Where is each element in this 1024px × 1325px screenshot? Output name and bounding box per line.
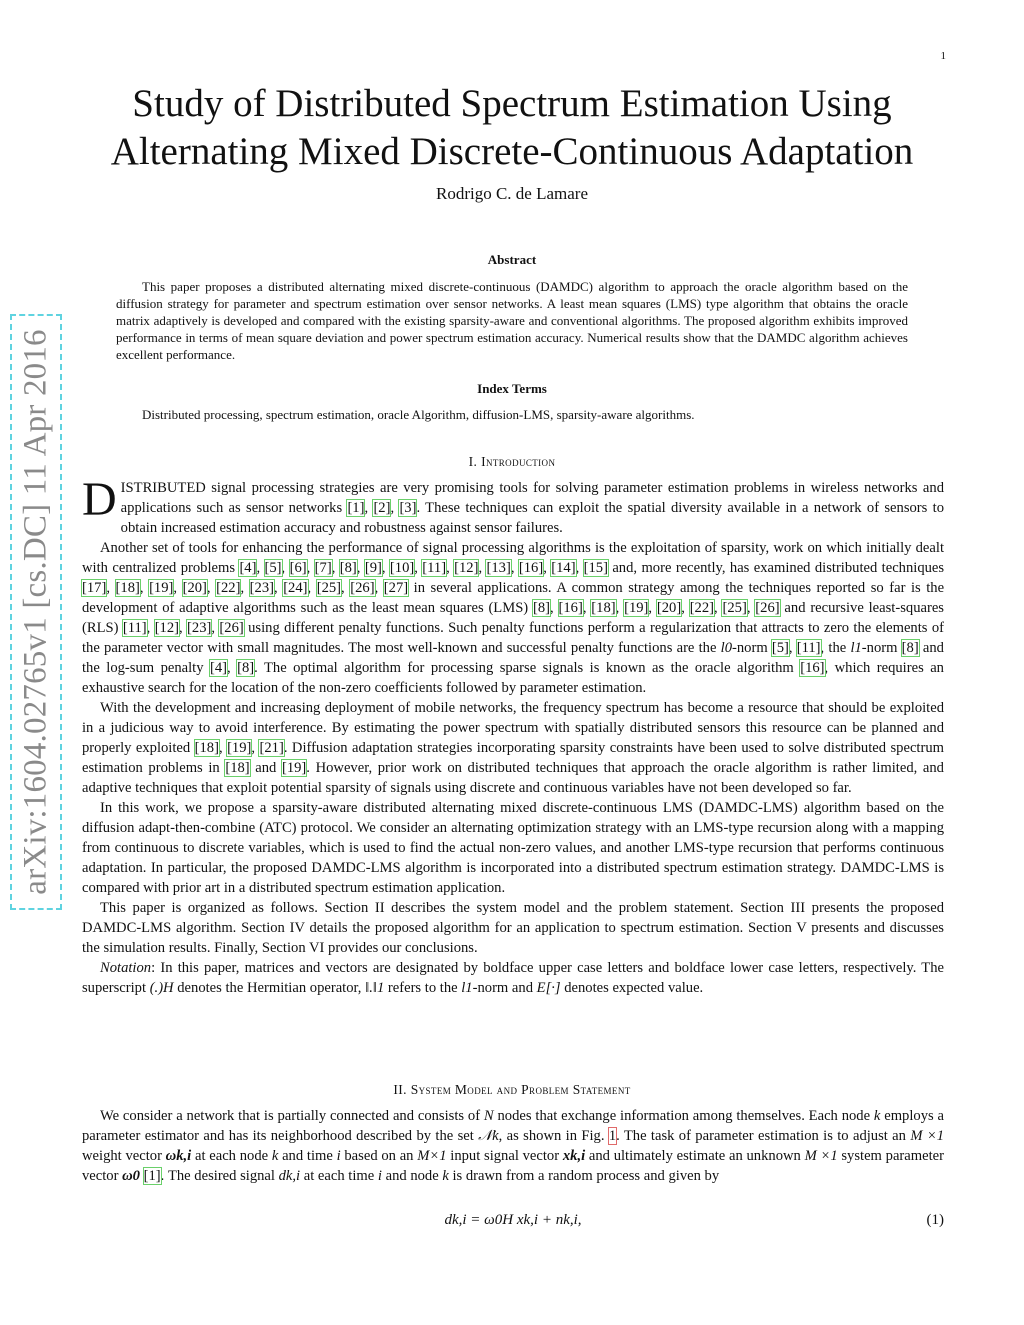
text-run: in several applications. A common strategy among the techniques reported so far is the development of adaptive algorithms such as the least mean squares (LMS): [82, 580, 945, 616]
citation-link[interactable]: [18]: [194, 740, 219, 756]
citation-link[interactable]: [21]: [259, 740, 284, 756]
text-run: ,: [390, 500, 400, 516]
citation-link[interactable]: [4]: [239, 560, 257, 576]
title-line-1: Study of Distributed Spectrum Estimation Using: [132, 82, 892, 125]
text-run: and node: [381, 1168, 443, 1184]
text-run: ,: [364, 500, 374, 516]
math-symbol: k: [442, 1168, 449, 1184]
index-terms-heading: Index Terms: [477, 381, 547, 396]
section-heading-introduction: I. Introduction: [468, 454, 556, 469]
math-symbol: M ×1: [910, 1128, 944, 1144]
math-symbol: i: [377, 1168, 382, 1184]
text-run: and time: [278, 1148, 337, 1164]
arxiv-stamp-text: arXiv:1604.02765v1 [cs.DC] 11 Apr 2016: [17, 329, 54, 895]
citation-link[interactable]: [12]: [154, 620, 180, 636]
citation-link[interactable]: [25]: [316, 580, 342, 596]
citation-link[interactable]: [26]: [350, 580, 375, 596]
citation-link[interactable]: [11]: [422, 560, 447, 576]
title-line-2: Alternating Mixed Discrete-Continuous Adaptation: [110, 130, 914, 173]
citation-link[interactable]: [10]: [389, 560, 415, 576]
text-run: -norm: [861, 640, 902, 656]
math-symbol: M×1: [417, 1148, 447, 1164]
notation-label: Notation: [100, 960, 152, 976]
citation-link[interactable]: [18]: [225, 760, 250, 776]
math-symbol: l1: [850, 640, 862, 656]
math-symbol: xk,i: [562, 1148, 586, 1164]
math-symbol: k: [271, 1148, 279, 1164]
citation-link[interactable]: [9]: [364, 560, 382, 576]
text-run: and: [249, 760, 282, 776]
page-number: 1: [940, 50, 946, 62]
citation-link[interactable]: [1]: [143, 1168, 161, 1184]
citation-link[interactable]: [23]: [187, 620, 212, 636]
intro-paragraph-1: [82, 473, 945, 538]
figure-link[interactable]: 1: [608, 1128, 617, 1144]
citation-link[interactable]: [22]: [689, 600, 715, 616]
citation-link[interactable]: [24]: [283, 580, 308, 596]
citation-link[interactable]: [13]: [486, 560, 511, 576]
text-run: and the log-sum penalty: [82, 640, 944, 676]
math-symbol: l1: [461, 980, 473, 996]
citation-link[interactable]: [7]: [314, 560, 332, 576]
text-run: weight vector: [82, 1148, 166, 1164]
text-run: , the: [820, 640, 851, 656]
text-run: . The task of parameter estimation is to adjust an: [616, 1128, 911, 1144]
citation-link[interactable]: [26]: [755, 600, 780, 616]
system-paragraph-1: [82, 1106, 944, 1186]
citation-link[interactable]: [11]: [122, 620, 147, 636]
system-model-body: [82, 1106, 944, 1186]
math-symbol: i: [336, 1148, 341, 1164]
text-run: using different penalty functions. Such penalty functions perform a regularization that attracts to zero the elements of the parameter vector with small magnitudes. The most well-known and successful penalty functions are the: [82, 620, 944, 656]
text-run: , which requires an exhaustive search for the location of the non-zero coefficients followed by parameter estimation.: [82, 660, 944, 696]
citation-link[interactable]: [19]: [149, 580, 174, 596]
arxiv-stamp[interactable]: [10, 314, 62, 910]
text-run: . The desired signal: [160, 1168, 279, 1184]
text-run: and, more recently, has examined distributed techniques: [607, 560, 945, 576]
equation-1: [82, 1212, 944, 1236]
citation-link[interactable]: [20]: [182, 580, 207, 596]
intro-paragraph-2: Another set of tools for enhancing the performance of signal processing algorithms is the exploitation of sparsity, work on which initially dealt with centralized problems [4], [5], [6], [7], [8], [9], [10], [11], [12], [13], [16], [14], [15] and, more recently, has examined distributed techniques [17], [18], [19], [20], [22], [23], [24], [25], [26], [27] in several applications. A common strategy among the techniques reported so far is the development of adaptive algorithms such as the least mean squares (LMS) [8], [16], [18], [19], [20], [22], [25], [26] and recursive least-squares (RLS) [11], [12], [23], [26] using different penalty functions. Such penalty functions perform a regularization that attracts to zero the elements of the parameter vector with small magnitudes. The most well-known and successful penalty functions are the l0-norm [5], [11], the l1-norm [8] and the log-sum penalty [4], [8]. The optimal algorithm for processing sparse signals is known as the oracle algorithm [16], which requires an exhaustive search for the location of the non-zero coefficients followed by parameter estimation.: [82, 540, 945, 696]
text-run: based on an: [340, 1148, 418, 1164]
math-symbol: (.)H: [149, 980, 174, 996]
introduction-body: [82, 473, 945, 998]
text-run: denotes the Hermitian operator,: [173, 980, 366, 996]
drop-cap: D: [82, 473, 117, 526]
text-run: ISTRIBUTED signal processing strategies are very promising tools for solving parameter estimation problems in wireless networks and applications such as sensor networks: [120, 480, 944, 516]
text-run: . These techniques can exploit the spatial diversity available in a network of sensors to obtain increased estimation accuracy and robustness against sensor failures.: [120, 500, 945, 536]
citation-link[interactable]: [19]: [227, 740, 252, 756]
math-symbol: ‖.‖1: [365, 980, 385, 996]
citation-link[interactable]: [5]: [771, 640, 789, 656]
text-run: system parameter vector: [82, 1148, 944, 1184]
text-run: and ultimately estimate an unknown: [585, 1148, 805, 1164]
text-run: at each time: [300, 1168, 378, 1184]
text-run: -norm: [732, 640, 772, 656]
text-run: , as shown in Fig.: [498, 1128, 609, 1144]
text-run: With the development and increasing deployment of mobile networks, the frequency spectrum has become a resource that should be exploited in a judicious way to avoid interference. By estimating the power spectrum with spatially distributed sensors this resource can be planned and properly exploited: [82, 700, 944, 756]
index-terms-text: Distributed processing, spectrum estimation, oracle Algorithm, diffusion-LMS, sparsity-aware algorithms.: [142, 407, 695, 422]
citation-link[interactable]: [17]: [82, 580, 107, 596]
math-symbol: l0: [720, 640, 732, 656]
citation-link[interactable]: [26]: [219, 620, 244, 636]
text-run: is drawn from a random process and given by: [448, 1168, 720, 1184]
citation-link[interactable]: [2]: [373, 500, 391, 516]
abstract-text: This paper proposes a distributed alternating mixed discrete-continuous (DAMDC) algorithm to approach the oracle algorithm based on the diffusion strategy for parameter and spectrum estimation over sensor networks. A least mean squares (LMS) type algorithm that obtains the oracle matrix adaptively is developed and compared with the existing sparsity-aware and conventional algorithms. The proposed algorithm exhibits improved performance in terms of mean square deviation and power spectrum estimation accuracy. Numerical results show that the DAMDC algorithm achieves excellent performance.: [116, 279, 908, 362]
equation-formula: dk,i = ω0H xk,i + nk,i,: [444, 1212, 582, 1228]
text-run: Another set of tools for enhancing the performance of signal processing algorithms is the exploitation of sparsity, work on which initially dealt with centralized problems: [82, 540, 944, 576]
citation-link[interactable]: [8]: [339, 560, 357, 576]
citation-link[interactable]: [16]: [800, 660, 825, 676]
citation-link[interactable]: [18]: [591, 600, 616, 616]
math-symbol: ωk,i: [165, 1148, 192, 1164]
text-run: . The optimal algorithm for processing sparse signals is known as the oracle algorithm: [254, 660, 801, 676]
citation-link[interactable]: [8]: [237, 660, 255, 676]
math-symbol: ω0: [122, 1168, 140, 1184]
intro-paragraph-4: In this work, we propose a sparsity-aware distributed alternating mixed discrete-continuous LMS (DAMDC-LMS) algorithm based on the diffusion adapt-then-combine (ATC) protocol. We consider an alternating optimization strategy with an LMS-type recursion along with a mapping from continuous to discrete variables, which is used to find the actual non-zero values, and another LMS-type recursion that performs continuous adaptation. In particular, the proposed DAMDC-LMS algorithm is incorporated into a distributed spectrum estimation strategy. DAMDC-LMS is compared with prior art in a distributed spectrum estimation application.: [82, 800, 944, 896]
text-run: -norm and: [472, 980, 537, 996]
math-symbol: E[·]: [536, 980, 561, 996]
citation-link[interactable]: [20]: [656, 600, 682, 616]
citation-link[interactable]: [11]: [796, 640, 821, 656]
citation-link[interactable]: [19]: [281, 760, 307, 776]
math-symbol: N: [483, 1108, 494, 1124]
citation-link[interactable]: [18]: [115, 580, 140, 596]
citation-link[interactable]: [5]: [264, 560, 282, 576]
citation-link[interactable]: [8]: [533, 600, 551, 616]
citation-link[interactable]: [19]: [624, 600, 649, 616]
text-run: input signal vector: [446, 1148, 563, 1164]
text-run: . However, prior work on distributed techniques that approach the oracle algorithm is rather limited, and adaptive techniques that exploit potential sparsity of signals using discrete and continuous variables have not been developed so far.: [82, 760, 944, 796]
citation-link[interactable]: [1]: [347, 500, 365, 516]
citation-link[interactable]: [25]: [722, 600, 747, 616]
citation-link[interactable]: [16]: [558, 600, 583, 616]
equation-number: (1): [926, 1212, 944, 1228]
intro-paragraph-notation: [82, 958, 944, 998]
math-symbol: 𝒩k: [478, 1128, 499, 1144]
text-run: nodes that exchange information among themselves. Each node: [493, 1108, 874, 1124]
paper-title: [80, 80, 944, 176]
math-symbol: dk,i: [278, 1168, 301, 1184]
text-run: and recursive least-squares (RLS): [82, 600, 944, 636]
citation-link[interactable]: [6]: [289, 560, 307, 576]
intro-paragraph-3: With the development and increasing deployment of mobile networks, the frequency spectrum has become a resource that should be exploited in a judicious way to avoid interference. By estimating the power spectrum with spatially distributed sensors this resource can be planned and properly exploited [18], [19], [21]. Diffusion adaptation strategies incorporating sparsity constraints have been used to solve distributed spectrum estimation problems in [18] and [19]. However, prior work on distributed techniques that approach the oracle algorithm is rather limited, and adaptive techniques that exploit potential sparsity of signals using discrete and continuous variables have not been developed so far.: [82, 700, 944, 796]
citation-link[interactable]: [3]: [399, 500, 417, 516]
text-run: We consider a network that is partially connected and consists of: [100, 1108, 484, 1124]
text-run: : In this paper, matrices and vectors are designated by boldface upper case letters and boldface lower case letters, respectively. The superscript: [82, 960, 944, 996]
text-run: denotes expected value.: [560, 980, 704, 996]
citation-link[interactable]: [15]: [583, 560, 608, 576]
citation-link[interactable]: [14]: [551, 560, 576, 576]
citation-link[interactable]: [27]: [383, 580, 409, 596]
citation-link[interactable]: [16]: [518, 560, 544, 576]
citation-link[interactable]: [12]: [454, 560, 479, 576]
text-run: refers to the: [384, 980, 462, 996]
citation-link[interactable]: [8]: [901, 640, 919, 656]
text-run: . Diffusion adaptation strategies incorporating sparsity constraints have been used to solve distributed spectrum estimation problems in: [82, 740, 944, 776]
text-run: employs a parameter estimator and has its neighborhood described by the set: [82, 1108, 945, 1144]
author: Rodrigo C. de Lamare: [435, 184, 588, 203]
math-symbol: k: [873, 1108, 881, 1124]
intro-paragraph-5: This paper is organized as follows. Section II describes the system model and the problem statement. Section III presents the proposed DAMDC-LMS algorithm. Section IV details the proposed algorithm for an application to spectrum estimation. Section V presents and discusses the simulation results. Finally, Section VI provides our conclusions.: [82, 900, 944, 956]
text-run: at each node: [191, 1148, 272, 1164]
section-heading-system-model: II. System Model and Problem Statement: [393, 1082, 631, 1097]
citation-link[interactable]: [4]: [209, 660, 228, 676]
abstract-heading: Abstract: [487, 252, 537, 267]
citation-link[interactable]: [23]: [249, 580, 274, 596]
citation-link[interactable]: [22]: [216, 580, 241, 596]
math-symbol: M ×1: [804, 1148, 838, 1164]
